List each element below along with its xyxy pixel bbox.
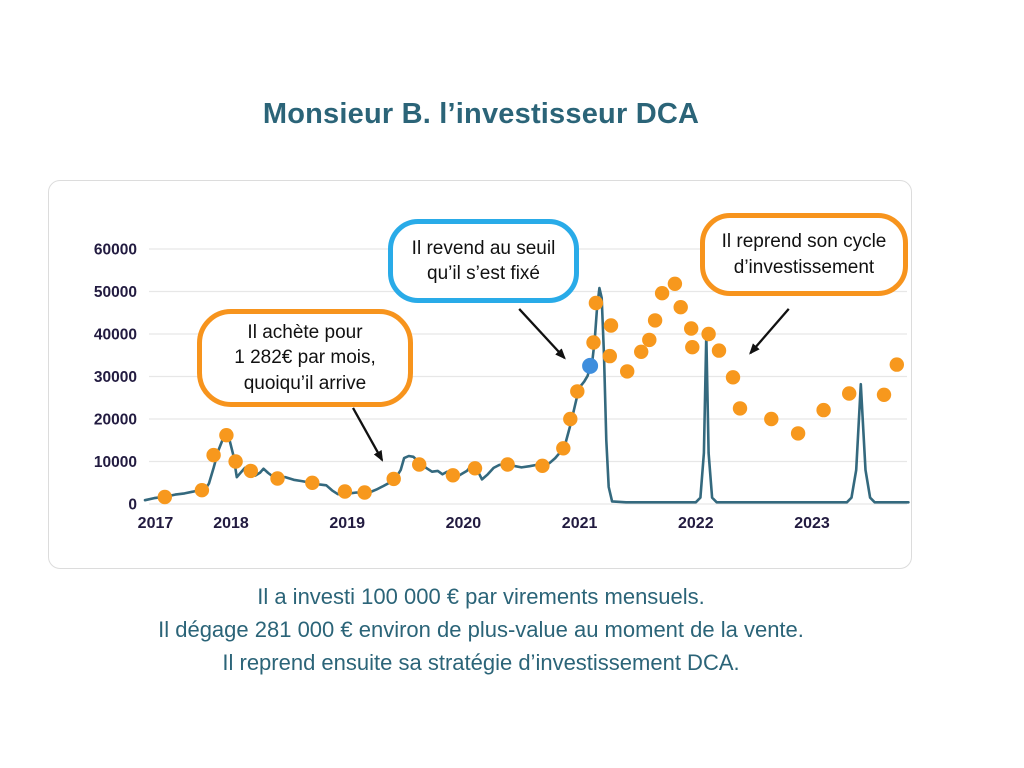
y-axis-labels <box>94 242 137 514</box>
svg-text:40000: 40000 <box>93 326 137 344</box>
svg-text:20000: 20000 <box>93 411 137 429</box>
summary-line-restart: Il reprend ensuite sa stratégie d’investissement DCA. <box>222 650 740 675</box>
arrow-buy <box>353 408 382 460</box>
callout-buy-line: 1 282€ par mois, <box>234 347 376 369</box>
page-title: Monsieur B. l’investisseur DCA <box>262 98 700 130</box>
svg-text:60000: 60000 <box>93 241 137 259</box>
callout-buy <box>197 309 413 407</box>
svg-text:2021: 2021 <box>561 515 598 532</box>
svg-text:30000: 30000 <box>93 369 137 386</box>
x-axis-labels <box>138 515 830 532</box>
callout-restart-line: Il reprend son cycle <box>721 231 887 253</box>
svg-text:2017: 2017 <box>137 515 174 532</box>
callout-sell-line: Il revend au seuil <box>411 237 556 259</box>
callout-sell <box>388 219 579 303</box>
summary-line-gain: Il dégage 281 000 € environ de plus-value au moment de la vente. <box>158 617 804 642</box>
svg-text:50000: 50000 <box>93 284 137 301</box>
callout-buy-line: quoiqu’il arrive <box>243 372 367 394</box>
svg-text:2020: 2020 <box>445 515 482 532</box>
callout-restart-line: d’investissement <box>733 256 875 278</box>
annotation-arrows <box>353 309 789 460</box>
summary-text <box>0 586 962 685</box>
callout-sell-line: qu’il s’est fixé <box>427 263 540 284</box>
chart-card <box>48 180 912 569</box>
svg-text:0: 0 <box>128 496 137 514</box>
svg-text:2022: 2022 <box>678 515 714 532</box>
summary-line-invested: Il a investi 100 000 € par virements mensuels. <box>257 584 705 609</box>
callout-buy-line: Il achète pour <box>247 322 363 344</box>
svg-text:2018: 2018 <box>213 515 249 532</box>
sell-point <box>582 358 598 374</box>
arrow-restart <box>750 309 788 353</box>
svg-text:2023: 2023 <box>794 515 830 532</box>
callout-restart <box>700 213 908 296</box>
svg-text:10000: 10000 <box>93 454 137 471</box>
svg-text:2019: 2019 <box>329 515 365 532</box>
